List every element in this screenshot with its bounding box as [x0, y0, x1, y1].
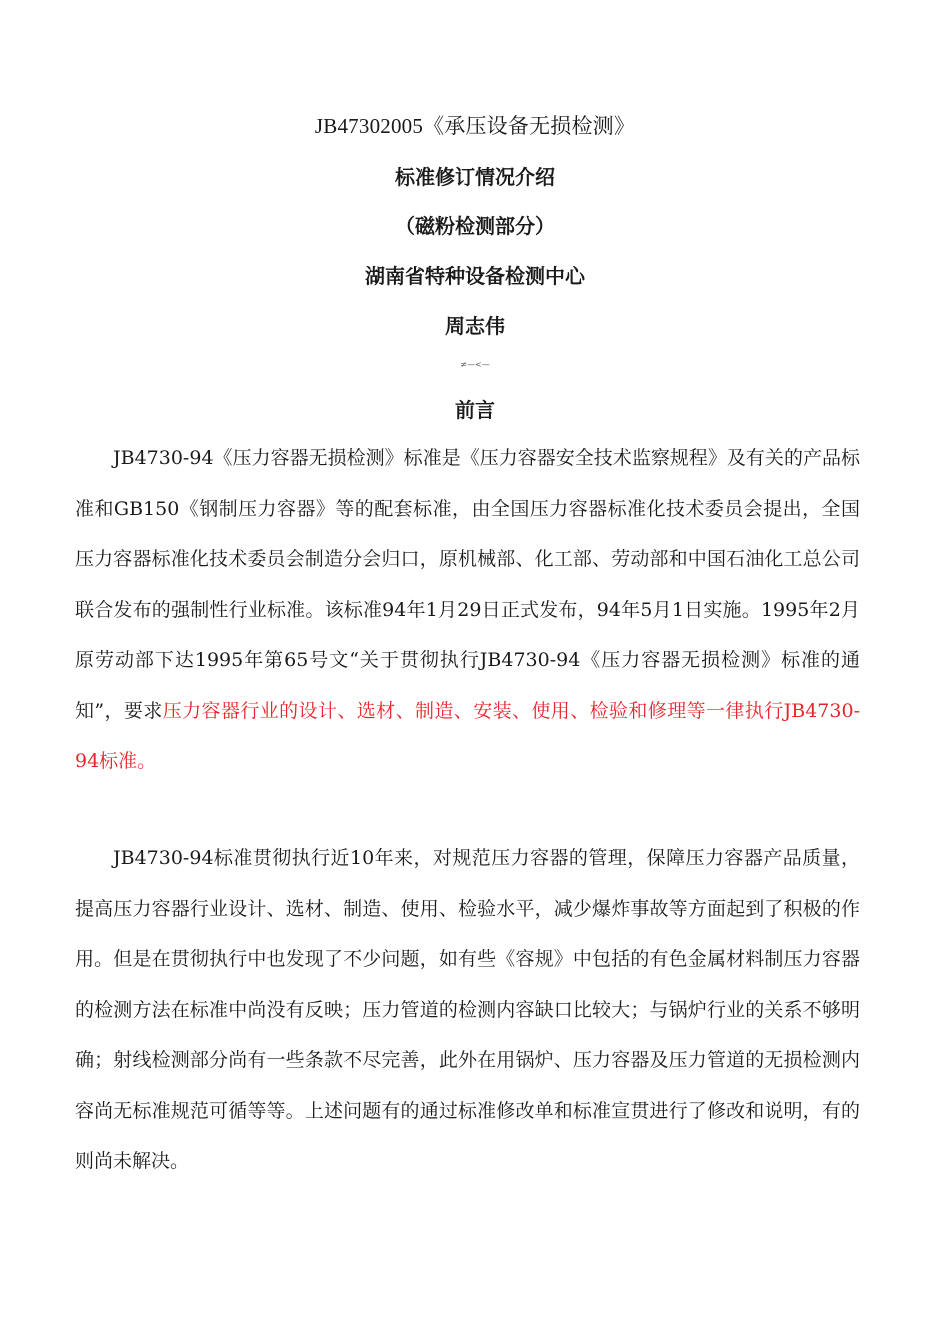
paragraph-2-text: JB4730-94标准贯彻执行近10年来，对规范压力容器的管理，保障压力容器产品质量，提高压力容器行业设计、选材、制造、使用、检验水平，减少爆炸事故等方面起到了积极的作用。但是在贯彻执行中也发现了不少问题，如有些《容规》中包括的有色金属材料制压力容器的检测方法在标准中尚没有反映；压力管道的检测内容缺口比较大；与锅炉行业的关系不够明确；射线检测部分尚有一些条款不尽完善，此外在用锅炉、压力容器及压力管道的无损检测内容尚无标准规范可循等等。上述问题有的通过标准修改单和标准宣贯进行了修改和说明，有的则尚未解决。: [75, 847, 860, 1172]
paragraph-1-highlight: 压力容器行业的设计、选材、制造、安装、使用、检验和修理等一律执行JB4730-94标准。: [75, 699, 860, 772]
document-subtitle: 标准修订情况介绍: [395, 165, 555, 189]
small-mark: ≠—<—: [460, 360, 490, 369]
paragraph-2: [75, 833, 860, 1187]
paragraph-1: [75, 433, 860, 787]
paragraph-1-text: JB4730-94《压力容器无损检测》标准是《压力容器安全技术监察规程》及有关的产品标准和GB150《钢制压力容器》等的配套标准，由全国压力容器标准化技术委员会提出，全国压力容器标准化技术委员会制造分会归口，原机械部、化工部、劳动部和中国石油化工总公司联合发布的强制性行业标准。该标准94年1月29日正式发布，94年5月1日实施。1995年2月原劳动部下达1995年第65号文“关于贯彻执行JB4730-94《压力容器无损检测》标准的通知”，要求: [75, 447, 860, 722]
organization-name: 湖南省特种设备检测中心: [365, 264, 585, 288]
preface-heading: 前言: [455, 398, 495, 422]
author-name: 周志伟: [445, 314, 505, 338]
section-title: （磁粉检测部分）: [395, 214, 555, 238]
document-title: JB47302005《承压设备无损检测》: [314, 114, 636, 138]
